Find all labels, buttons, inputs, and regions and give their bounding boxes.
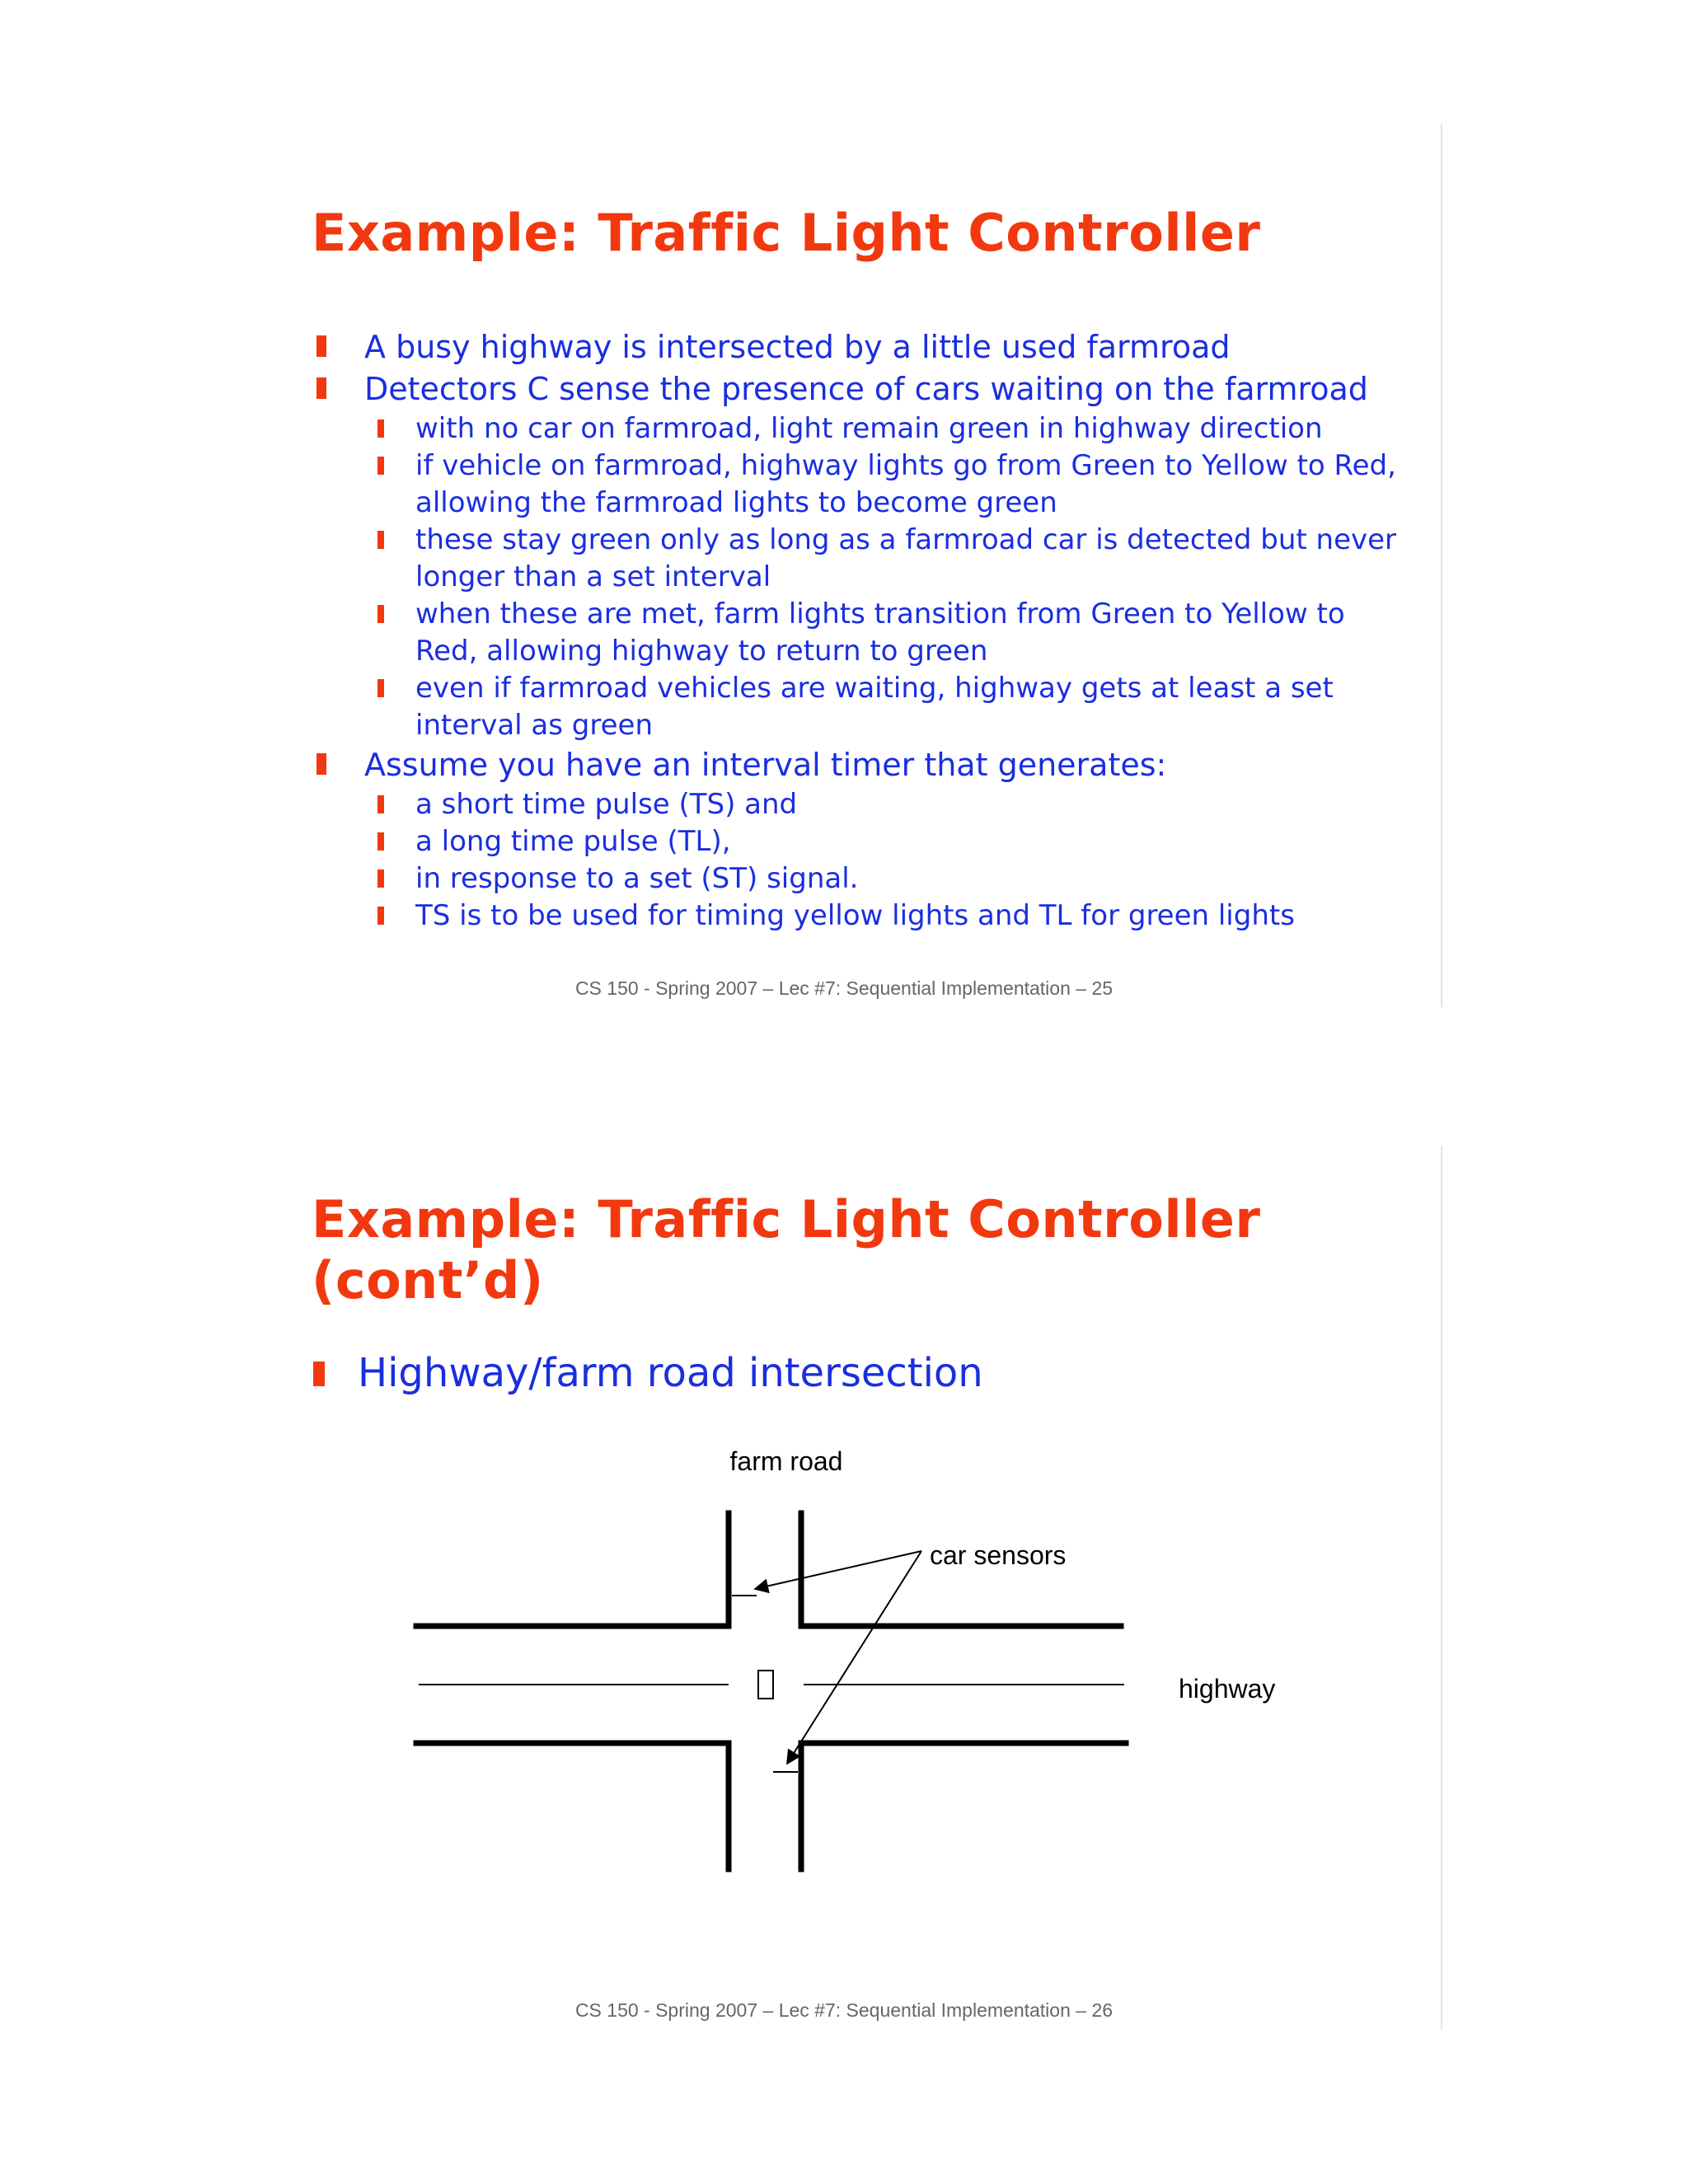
bullet-item: A busy highway is intersected by a little used farmroad <box>312 326 1396 368</box>
road-edge-bottom-right <box>801 1743 1126 1869</box>
car-sensors-label: car sensors <box>930 1540 1067 1570</box>
sub-bullet-item: these stay green only as long as a farmroad car is detected but never longer than a set interval <box>312 522 1396 596</box>
sub-bullet-item: a long time pulse (TL), <box>312 823 1396 860</box>
intersection-box-icon <box>758 1671 773 1699</box>
sub-bullet-item: even if farmroad vehicles are waiting, highway gets at least a set interval as green <box>312 670 1396 744</box>
slide-title: Example: Traffic Light Controller <box>312 203 1261 263</box>
road-edge-bottom-left <box>416 1743 729 1869</box>
sensor-arrow-top <box>755 1551 921 1589</box>
road-edge-top-left <box>416 1513 729 1626</box>
bullet-item: Assume you have an interval timer that generates: <box>312 744 1396 786</box>
bullet-item: Detectors C sense the presence of cars waiting on the farmroad <box>312 368 1396 410</box>
sub-bullet-item: with no car on farmroad, light remain green in highway direction <box>312 410 1396 448</box>
farm-road-label: farm road <box>729 1446 843 1476</box>
highway-label: highway <box>1179 1674 1276 1704</box>
slide-title-line: (cont’d) <box>312 1250 544 1310</box>
slide-footer: CS 150 - Spring 2007 – Lec #7: Sequential Implementation – 26 <box>574 1999 1114 2021</box>
slide-footer: CS 150 - Spring 2007 – Lec #7: Sequential Implementation – 25 <box>574 977 1114 999</box>
sub-bullet-item: TS is to be used for timing yellow lights and TL for green lights <box>312 898 1396 935</box>
sub-bullet-item: if vehicle on farmroad, highway lights go from Green to Yellow to Red, allowing the farmroad lights to become green <box>312 448 1396 522</box>
sub-bullet-item: when these are met, farm lights transition from Green to Yellow to Red, allowing highway to return to green <box>312 596 1396 670</box>
sensor-arrow-bottom <box>787 1551 921 1764</box>
sub-bullet-item: in response to a set (ST) signal. <box>312 860 1396 898</box>
sub-bullet-item: a short time pulse (TS) and <box>312 786 1396 823</box>
slide-title-line: Example: Traffic Light Controller <box>312 1189 1261 1249</box>
bullet-item: Highway/farm road intersection <box>312 1348 983 1398</box>
